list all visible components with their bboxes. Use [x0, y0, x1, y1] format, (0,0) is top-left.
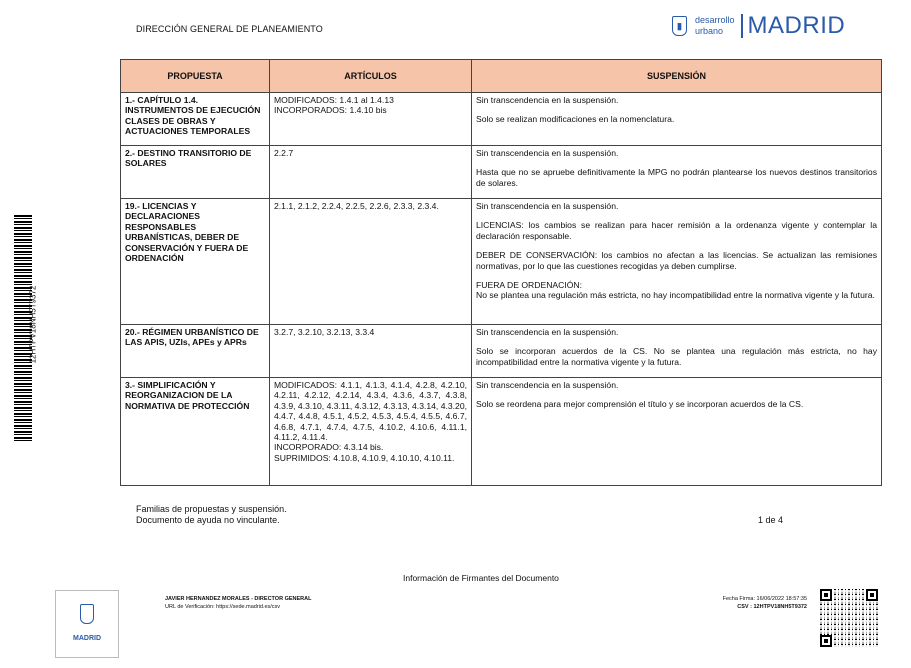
madrid-crest-icon: [80, 604, 94, 624]
propuesta-cell: 1.- CAPÍTULO 1.4. INSTRUMENTOS DE EJECUCIÓN CLASES DE OBRAS Y ACTUACIONES TEMPORALES: [121, 93, 270, 146]
table-row: [121, 146, 882, 199]
table-row: [121, 93, 882, 146]
footnote-line: Familias de propuestas y suspensión.: [136, 504, 287, 514]
suspension-cell: Sin transcendencia en la suspensión. LICENCIAS: los cambios se realizan para hacer remisión a la ordenanza vigente y contemplar la declaración responsable. DEBER DE CONSERVACIÓN: los cambios no afectan a las licencias. Se actualizan las remisiones normativas, por lo que las cuestiones recogidas ya deben cumplirse. FUERA DE ORDENACIÓN: No se plantea una regulación más estricta, no hay incompatibilidad entre la normativa vigente y la futura.: [472, 199, 882, 325]
proposals-table: [120, 59, 882, 486]
logo-divider: [741, 14, 743, 38]
suspension-cell: Sin transcendencia en la suspensión. Solo se realizan modificaciones en la nomenclatura.: [472, 93, 882, 146]
table-row: [121, 378, 882, 486]
page-number: 1 de 4: [758, 515, 784, 525]
table-row: [121, 199, 882, 325]
articulos-cell: 2.1.1, 2.1.2, 2.2.4, 2.2.5, 2.2.6, 2.3.3, 2.3.4.: [270, 199, 472, 325]
madrid-logo: [672, 12, 845, 40]
propuesta-cell: 3.- SIMPLIFICACIÓN Y REORGANIZACION DE LA NORMATIVA DE PROTECCIÓN: [121, 378, 270, 486]
suspension-cell: Sin transcendencia en la suspensión. Hasta que no se apruebe definitivamente la MPG no podrán plantearse los nuevos destinos transitorios de solares.: [472, 146, 882, 199]
articulos-cell: 3.2.7, 3.2.10, 3.2.13, 3.3.4: [270, 325, 472, 378]
department-title: DIRECCIÓN GENERAL DE PLANEAMIENTO: [136, 24, 323, 34]
qr-code: [820, 589, 878, 647]
logo-city: MADRID: [747, 12, 846, 39]
signature-date: Fecha Firma: 16/06/2022 18:57:35: [722, 596, 807, 602]
footnote: [136, 504, 287, 526]
madrid-seal: [55, 590, 119, 658]
articulos-cell: MODIFICADOS: 4.1.1, 4.1.3, 4.1.4, 4.2.8, 4.2.10, 4.2.11, 4.2.12, 4.2.14, 4.3.4, 4.3.6, 4.3.7, 4.3.8, 4.3.9, 4.3.10, 4.3.11, 4.3.12, 4.3.13, 4.3.14, 4.3.20, 4.4.7, 4.4.8, 4.5.1, 4.5.2, 4.5.3, 4.5.4, 4.5.5, 4.6.7, 4.6.8, 4.7.1, 4.7.4, 4.7.5, 4.10.2, 4.10.6, 4.11.1, 4.11.2, 4.11.4. INCORPORADO: 4.3.14 bis. SUPRIMIDOS: 4.10.8, 4.10.9, 4.10.10, 4.10.11.: [270, 378, 472, 486]
suspension-cell: Sin transcendencia en la suspensión. Solo se incorporan acuerdos de la CS. No se plantea una regulación más estricta, no hay incompatibilidad entre la normativa vigente y la futura.: [472, 325, 882, 378]
signer-name: JAVIER HERNANDEZ MORALES - DIRECTOR GENERAL: [165, 596, 312, 602]
signature-date-info: [723, 595, 807, 611]
verification-url[interactable]: URL de Verificación: https://sede.madrid.es/csv: [165, 604, 281, 610]
madrid-crest-icon: ▮: [672, 16, 687, 36]
header-suspension: SUSPENSIÓN: [472, 60, 882, 93]
suspension-cell: Sin transcendencia en la suspensión. Solo se reordena para mejor comprensión el título y se incorporan acuerdos de la CS.: [472, 378, 882, 486]
header-articulos: ARTÍCULOS: [270, 60, 472, 93]
propuesta-cell: 19.- LICENCIAS Y DECLARACIONES RESPONSABLES URBANÍSTICAS, DEBER DE CONSERVACIÓN Y FUERA DE ORDENACIÓN: [121, 199, 270, 325]
table-row: [121, 325, 882, 378]
logo-subtitle: desarrollo urbano: [695, 15, 735, 36]
header-propuesta: PROPUESTA: [121, 60, 270, 93]
footnote-line: Documento de ayuda no vinculante.: [136, 515, 280, 525]
signer-info: [165, 595, 311, 611]
articulos-cell: 2.2.7: [270, 146, 472, 199]
table-header-row: [121, 60, 882, 93]
csv-code: CSV : 12HTPV18NH5T9372: [737, 604, 807, 610]
propuesta-cell: 2.- DESTINO TRANSITORIO DE SOLARES: [121, 146, 270, 199]
articulos-cell: MODIFICADOS: 1.4.1 al 1.4.13 INCORPORADOS: 1.4.10 bis: [270, 93, 472, 146]
barcode-label: 12HTPV18NH5T9372: [28, 285, 38, 364]
seal-label: MADRID: [73, 635, 101, 642]
signature-title: Información de Firmantes del Documento: [403, 573, 559, 583]
propuesta-cell: 20.- RÉGIMEN URBANÍSTICO DE LAS APIS, UZIs, APEs y APRs: [121, 325, 270, 378]
